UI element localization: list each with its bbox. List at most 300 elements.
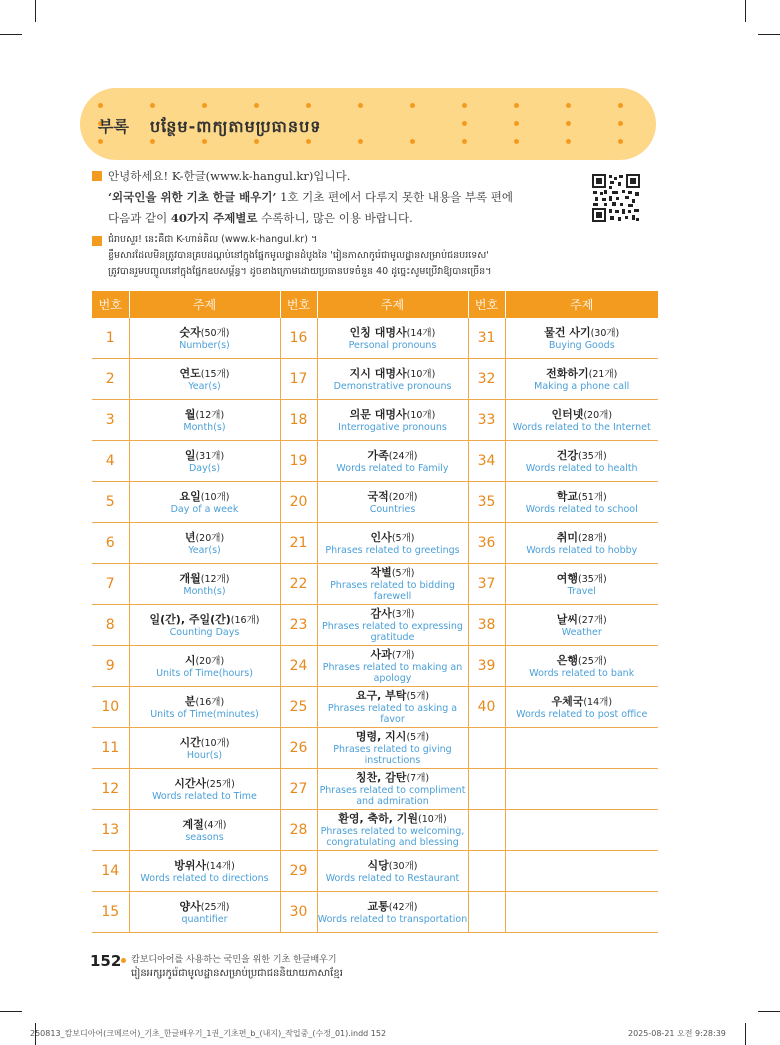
topic-ko bbox=[318, 607, 468, 621]
topic-en: Words related to school bbox=[525, 503, 638, 515]
topic-en: Units of Time(hours) bbox=[156, 667, 253, 679]
topic-cell bbox=[317, 400, 468, 441]
appendix-title: បន្ថែម-ពាក្យតាមប្រធានបទ bbox=[150, 117, 322, 136]
topic-ko-name: 인칭 대명사 bbox=[349, 325, 407, 339]
topic-cell bbox=[505, 564, 658, 605]
topic-count: (35개) bbox=[578, 573, 607, 585]
topic-cell bbox=[505, 810, 658, 851]
topic-number bbox=[468, 892, 505, 933]
topic-ko bbox=[506, 449, 659, 463]
topic-count: (16개) bbox=[230, 614, 260, 626]
topic-ko bbox=[130, 900, 280, 914]
topic-number: 25 bbox=[280, 687, 317, 728]
table-row bbox=[92, 482, 658, 523]
topic-cell bbox=[317, 646, 468, 687]
topic-en: Words related to post office bbox=[516, 708, 648, 720]
topic-en: Words related to transportation bbox=[317, 913, 468, 925]
banner-dot bbox=[410, 139, 415, 144]
topic-count: (51개) bbox=[578, 491, 607, 503]
topic-ko-name: 숫자 bbox=[179, 325, 201, 339]
topic-cell bbox=[505, 523, 658, 564]
banner-dot bbox=[618, 103, 623, 108]
table-row bbox=[92, 605, 658, 646]
topic-ko-name: 일(간), 주일(간) bbox=[149, 612, 231, 626]
topic-count: (20개) bbox=[583, 409, 613, 421]
topic-en: Counting Days bbox=[169, 626, 240, 638]
topic-count: (20개) bbox=[195, 532, 225, 544]
topic-cell bbox=[129, 646, 280, 687]
topic-ko bbox=[318, 566, 468, 580]
header-topic: 주제 bbox=[129, 291, 280, 318]
topic-en: Demonstrative pronouns bbox=[333, 380, 452, 392]
topic-count: (21개) bbox=[588, 368, 618, 380]
topic-count: (10개) bbox=[406, 368, 436, 380]
topic-ko bbox=[318, 812, 468, 826]
topic-number: 39 bbox=[468, 646, 505, 687]
topic-ko-name: 계절 bbox=[182, 817, 204, 831]
topic-cell bbox=[505, 605, 658, 646]
topic-count: (31개) bbox=[195, 450, 225, 462]
topic-ko-name: 월 bbox=[184, 407, 196, 421]
topic-en: Words related to directions bbox=[140, 872, 269, 884]
crop-mark bbox=[0, 34, 22, 35]
topic-number: 15 bbox=[92, 892, 129, 933]
topic-count: (20개) bbox=[388, 491, 418, 503]
banner-dot bbox=[254, 103, 259, 108]
crop-mark bbox=[758, 1011, 780, 1012]
topic-en: Phrases related to giving instructions bbox=[333, 744, 452, 766]
topic-number: 27 bbox=[280, 769, 317, 810]
topic-cell bbox=[505, 441, 658, 482]
topic-ko-name: 인터넷 bbox=[551, 407, 584, 421]
topic-ko bbox=[318, 326, 468, 340]
topic-en: Personal pronouns bbox=[348, 339, 437, 351]
topic-ko-name: 요일 bbox=[179, 489, 201, 503]
banner-dot bbox=[514, 103, 519, 108]
topic-ko-name: 시간사 bbox=[174, 776, 207, 790]
topic-cell bbox=[505, 400, 658, 441]
topic-number: 28 bbox=[280, 810, 317, 851]
topic-number: 4 bbox=[92, 441, 129, 482]
topic-ko bbox=[318, 689, 468, 703]
topic-count: (3개) bbox=[391, 609, 415, 620]
topic-number: 22 bbox=[280, 564, 317, 605]
topic-count: (14개) bbox=[206, 860, 235, 872]
topic-ko bbox=[130, 859, 280, 873]
page-number-dot bbox=[121, 958, 126, 963]
topic-en: Words related to hobby bbox=[526, 544, 638, 556]
topic-count: (20개) bbox=[195, 655, 225, 667]
topic-ko bbox=[130, 572, 280, 586]
topic-ko-name: 지시 대명사 bbox=[349, 366, 407, 380]
header-number: 번호 bbox=[92, 291, 129, 318]
topic-ko-name: 물건 사기 bbox=[544, 325, 591, 339]
intro-ko-line2-rest: 1호 기초 편에서 다루지 못한 내용을 부록 편에 bbox=[276, 190, 513, 204]
topic-count: (28개) bbox=[578, 532, 607, 544]
topic-ko-name: 감사 bbox=[370, 607, 392, 620]
topic-count: (25개) bbox=[200, 901, 230, 913]
qr-code-icon bbox=[592, 174, 640, 222]
topic-ko-name: 학교 bbox=[556, 489, 579, 503]
topic-cell bbox=[505, 892, 658, 933]
topic-count: (10개) bbox=[200, 737, 230, 749]
topic-ko-name: 우체국 bbox=[551, 694, 584, 708]
crop-mark bbox=[35, 0, 36, 22]
topic-count: (14개) bbox=[583, 696, 613, 708]
topic-cell bbox=[317, 482, 468, 523]
topic-number: 3 bbox=[92, 400, 129, 441]
topic-ko bbox=[130, 695, 280, 709]
topic-cell bbox=[317, 851, 468, 892]
topic-en: Words related to the Internet bbox=[512, 421, 651, 433]
topic-cell bbox=[129, 482, 280, 523]
topic-count: (5개) bbox=[406, 691, 430, 702]
topic-ko-name: 양사 bbox=[179, 899, 201, 913]
topic-ko bbox=[318, 900, 468, 914]
topic-ko-name: 교통 bbox=[367, 899, 389, 913]
topic-ko bbox=[130, 490, 280, 504]
topic-count: (25개) bbox=[206, 778, 235, 790]
topic-cell bbox=[129, 769, 280, 810]
topic-cell bbox=[129, 359, 280, 400]
topic-count: (25개) bbox=[578, 655, 607, 667]
topic-ko-name: 건강 bbox=[556, 448, 579, 462]
topic-en: Travel bbox=[567, 585, 596, 597]
topic-ko bbox=[506, 367, 659, 381]
topic-ko-name: 개월 bbox=[179, 571, 201, 585]
topic-cell bbox=[129, 318, 280, 359]
topic-count: (16개) bbox=[195, 696, 225, 708]
topic-ko bbox=[130, 449, 280, 463]
header-topic: 주제 bbox=[317, 291, 468, 318]
topic-cell bbox=[129, 523, 280, 564]
topic-en: Day of a week bbox=[170, 503, 239, 515]
intro-km-line1: ជំរាបសួរ! នេះគឺជា K-ហាន់គិល (www.k-hangul.kr) ។ bbox=[108, 234, 318, 245]
table-header-row bbox=[92, 291, 658, 318]
topic-en: quantifier bbox=[181, 913, 228, 925]
topic-number: 7 bbox=[92, 564, 129, 605]
topic-number: 20 bbox=[280, 482, 317, 523]
topic-ko-name: 전화하기 bbox=[546, 366, 589, 380]
bullet-square-km bbox=[92, 236, 102, 246]
topic-en: Phrases related to asking a favor bbox=[327, 703, 458, 725]
banner-dot bbox=[202, 103, 207, 108]
topic-ko-name: 시간 bbox=[179, 735, 201, 749]
print-slug-file: 250813_캄보디아어(크메르어)_기초_한글배우기_1권_기초편_b_(내지)_작업중_(수정_01).indd 152 bbox=[30, 1029, 387, 1038]
topic-count: (27개) bbox=[578, 614, 607, 626]
appendix-label: 부록 bbox=[98, 117, 129, 136]
table-row bbox=[92, 400, 658, 441]
topic-ko-name: 가족 bbox=[367, 448, 389, 462]
topic-number: 29 bbox=[280, 851, 317, 892]
topic-ko bbox=[506, 490, 659, 504]
intro-km-line2: ខ្លឹមសារដែលមិនត្រូវបានគ្របដណ្តប់នៅក្នុងផ្នែកមូលដ្ឋានដំបូងនៃ 'រៀនភាសាកូរ៉េជាមូលដ្ឋានសម្រាប់ជនបរទេស' bbox=[108, 250, 489, 261]
topic-cell bbox=[317, 564, 468, 605]
topic-en: Phrases related to welcoming, congratulating and blessing bbox=[320, 826, 465, 848]
table-row bbox=[92, 359, 658, 400]
topic-ko bbox=[506, 654, 659, 668]
banner-dot bbox=[462, 121, 467, 126]
topic-ko-name: 분 bbox=[184, 694, 196, 708]
topic-en: Words related to Family bbox=[336, 462, 449, 474]
topic-ko bbox=[130, 777, 280, 791]
topic-number: 2 bbox=[92, 359, 129, 400]
topic-ko-name: 칭찬, 감탄 bbox=[355, 771, 407, 784]
banner-dot bbox=[566, 103, 571, 108]
topic-number: 35 bbox=[468, 482, 505, 523]
topic-count: (50개) bbox=[200, 327, 230, 339]
footer-book-title-ko: 캄보디아어를 사용하는 국민을 위한 기초 한글배우기 bbox=[131, 955, 337, 965]
topic-number: 34 bbox=[468, 441, 505, 482]
topic-en: Interrogative pronouns bbox=[338, 421, 447, 433]
topic-ko bbox=[130, 326, 280, 340]
table-row bbox=[92, 728, 658, 769]
topic-ko-name: 년 bbox=[184, 530, 196, 544]
page-number: 152 bbox=[90, 952, 122, 970]
topic-ko bbox=[130, 367, 280, 381]
topic-en: Month(s) bbox=[183, 421, 226, 433]
table-row bbox=[92, 318, 658, 359]
topic-en: seasons bbox=[185, 831, 224, 843]
topic-cell bbox=[129, 687, 280, 728]
topic-en: Words related to health bbox=[525, 462, 638, 474]
topic-ko bbox=[130, 408, 280, 422]
topic-cell bbox=[317, 605, 468, 646]
topic-ko bbox=[506, 572, 659, 586]
crop-mark bbox=[0, 1011, 22, 1012]
topic-ko bbox=[506, 326, 659, 340]
topic-ko-name: 날씨 bbox=[556, 612, 579, 626]
banner-dot bbox=[514, 139, 519, 144]
topic-cell bbox=[317, 687, 468, 728]
topic-cell bbox=[129, 441, 280, 482]
topic-ko-name: 방위사 bbox=[174, 858, 207, 872]
topic-ko bbox=[130, 736, 280, 750]
topic-en: Phrases related to bidding farewell bbox=[330, 580, 455, 602]
topics-table bbox=[92, 291, 658, 933]
table-row bbox=[92, 892, 658, 933]
topic-number: 37 bbox=[468, 564, 505, 605]
topic-en: Month(s) bbox=[183, 585, 226, 597]
topic-ko bbox=[506, 695, 659, 709]
topic-number: 32 bbox=[468, 359, 505, 400]
topic-count: (42개) bbox=[388, 901, 418, 913]
topic-ko-name: 사과 bbox=[370, 648, 392, 661]
topic-count: (4개) bbox=[203, 819, 227, 831]
topic-number: 36 bbox=[468, 523, 505, 564]
crop-mark bbox=[745, 1023, 746, 1045]
topic-number: 40 bbox=[468, 687, 505, 728]
topic-cell bbox=[317, 892, 468, 933]
banner-dot bbox=[514, 121, 519, 126]
topic-number: 5 bbox=[92, 482, 129, 523]
table-row bbox=[92, 523, 658, 564]
header-topic: 주제 bbox=[505, 291, 658, 318]
topic-number: 6 bbox=[92, 523, 129, 564]
topic-cell bbox=[129, 564, 280, 605]
intro-km-line3: ត្រូវបានរួមបញ្ចូលនៅក្នុងផ្នែកឧបសម្ព័ន្ធ។ ដូចខាងក្រោមដោយប្រធានបទចំនួន 40 ដូច្នេះសូមប្រើវាឱ្យបានច្រើន។ bbox=[108, 266, 492, 277]
banner-dot bbox=[566, 121, 571, 126]
topic-count: (30개) bbox=[388, 860, 418, 872]
topic-number: 13 bbox=[92, 810, 129, 851]
intro-ko-line3 bbox=[108, 210, 413, 226]
topic-cell bbox=[129, 605, 280, 646]
table-row bbox=[92, 687, 658, 728]
topic-ko bbox=[506, 531, 659, 545]
topic-cell bbox=[505, 769, 658, 810]
topic-ko bbox=[506, 613, 659, 627]
table-row bbox=[92, 441, 658, 482]
page-title bbox=[98, 114, 321, 140]
topic-count: (10개) bbox=[406, 409, 436, 421]
topic-en: Year(s) bbox=[188, 544, 221, 556]
topic-en: Phrases related to greetings bbox=[325, 544, 460, 556]
topic-number: 30 bbox=[280, 892, 317, 933]
topic-cell bbox=[317, 318, 468, 359]
topic-ko-name: 일 bbox=[184, 448, 196, 462]
banner-dot bbox=[98, 103, 103, 108]
topic-ko-name: 여행 bbox=[556, 571, 579, 585]
topic-ko-name: 국적 bbox=[367, 489, 389, 503]
topic-cell bbox=[505, 646, 658, 687]
topic-ko bbox=[506, 408, 659, 422]
topic-ko bbox=[318, 367, 468, 381]
topic-count: (12개) bbox=[195, 409, 225, 421]
topic-number: 8 bbox=[92, 605, 129, 646]
intro-ko-line2 bbox=[108, 189, 513, 205]
banner-dot bbox=[462, 103, 467, 108]
topic-number: 10 bbox=[92, 687, 129, 728]
table-row bbox=[92, 769, 658, 810]
topic-en: Hour(s) bbox=[186, 749, 223, 761]
topic-ko-name: 작별 bbox=[370, 566, 392, 579]
topic-count: (35개) bbox=[578, 450, 607, 462]
intro-book-name: ‘외국인을 위한 기초 한글 배우기’ bbox=[108, 190, 277, 204]
topic-count: (5개) bbox=[391, 532, 415, 544]
topic-cell bbox=[129, 810, 280, 851]
topic-ko bbox=[318, 771, 468, 785]
topic-count: (5개) bbox=[391, 568, 415, 579]
topic-ko-name: 시 bbox=[184, 653, 196, 667]
banner-dot bbox=[150, 103, 155, 108]
topic-ko-name: 요구, 부탁 bbox=[355, 689, 407, 702]
topic-cell bbox=[317, 728, 468, 769]
topic-cell bbox=[505, 359, 658, 400]
topic-number: 12 bbox=[92, 769, 129, 810]
topic-number: 18 bbox=[280, 400, 317, 441]
topic-en: Year(s) bbox=[188, 380, 221, 392]
topic-en: Countries bbox=[369, 503, 416, 515]
topic-number: 23 bbox=[280, 605, 317, 646]
topic-number bbox=[468, 851, 505, 892]
topic-ko-name: 의문 대명사 bbox=[349, 407, 407, 421]
intro-topic-count: 40가지 주제별로 bbox=[170, 211, 258, 225]
topic-cell bbox=[505, 318, 658, 359]
print-slug-date: 2025-08-21 오전 9:28:39 bbox=[628, 1029, 726, 1038]
topic-number: 21 bbox=[280, 523, 317, 564]
topic-ko-name: 연도 bbox=[179, 366, 201, 380]
header-number: 번호 bbox=[280, 291, 317, 318]
topic-ko-name: 은행 bbox=[556, 653, 579, 667]
table-row bbox=[92, 810, 658, 851]
topic-number bbox=[468, 728, 505, 769]
topic-en: Buying Goods bbox=[548, 339, 615, 351]
topic-cell bbox=[317, 810, 468, 851]
topic-ko bbox=[130, 531, 280, 545]
topic-cell bbox=[317, 523, 468, 564]
intro-ko-line3-rest: 수록하니, 많은 이용 바랍니다. bbox=[257, 211, 413, 225]
topic-ko-name: 인사 bbox=[370, 530, 392, 544]
topic-ko bbox=[130, 654, 280, 668]
topic-number: 9 bbox=[92, 646, 129, 687]
topic-count: (10개) bbox=[418, 814, 447, 825]
topic-cell bbox=[505, 851, 658, 892]
topic-ko bbox=[318, 730, 468, 744]
topic-ko bbox=[318, 531, 468, 545]
topic-en: Units of Time(minutes) bbox=[150, 708, 259, 720]
banner-dot bbox=[566, 139, 571, 144]
topic-count: (30개) bbox=[590, 327, 620, 339]
topic-ko-name: 식당 bbox=[367, 858, 389, 872]
topic-count: (7개) bbox=[406, 773, 430, 784]
topic-en: Words related to Time bbox=[152, 790, 257, 802]
topic-ko bbox=[130, 613, 280, 627]
topic-en: Day(s) bbox=[188, 462, 221, 474]
bullet-square-ko bbox=[92, 171, 102, 181]
topic-number: 14 bbox=[92, 851, 129, 892]
topic-ko bbox=[318, 449, 468, 463]
topic-en: Phrases related to compliment and admiration bbox=[319, 785, 466, 807]
intro-ko-line1: 안녕하세요! K-한글(www.k-hangul.kr)입니다. bbox=[108, 169, 351, 183]
topic-ko-name: 명령, 지시 bbox=[355, 730, 407, 743]
topic-cell bbox=[317, 441, 468, 482]
topic-ko bbox=[318, 859, 468, 873]
topic-count: (15개) bbox=[200, 368, 230, 380]
topic-en: Weather bbox=[561, 626, 602, 638]
table-row bbox=[92, 646, 658, 687]
intro-ko-line3-pre: 다음과 같이 bbox=[108, 211, 171, 225]
topic-number: 16 bbox=[280, 318, 317, 359]
topic-cell bbox=[317, 769, 468, 810]
topic-ko-name: 취미 bbox=[556, 530, 579, 544]
topic-ko bbox=[318, 490, 468, 504]
topic-ko bbox=[130, 818, 280, 832]
topic-en: Words related to bank bbox=[529, 667, 635, 679]
header-number: 번호 bbox=[468, 291, 505, 318]
topic-number: 31 bbox=[468, 318, 505, 359]
topic-number: 1 bbox=[92, 318, 129, 359]
banner-dot bbox=[410, 103, 415, 108]
topic-cell bbox=[505, 687, 658, 728]
topic-ko-name: 환영, 축하, 기원 bbox=[338, 812, 419, 825]
topic-number: 38 bbox=[468, 605, 505, 646]
topic-cell bbox=[317, 359, 468, 400]
banner-dot bbox=[618, 121, 623, 126]
topic-number bbox=[468, 769, 505, 810]
table-row bbox=[92, 851, 658, 892]
topic-en: Number(s) bbox=[179, 339, 230, 351]
topic-count: (7개) bbox=[391, 650, 415, 661]
topic-count: (5개) bbox=[406, 732, 430, 743]
crop-mark bbox=[758, 34, 780, 35]
topic-number: 17 bbox=[280, 359, 317, 400]
topic-ko bbox=[318, 648, 468, 662]
topic-cell bbox=[129, 400, 280, 441]
topic-en: Making a phone call bbox=[534, 380, 630, 392]
topic-count: (14개) bbox=[406, 327, 436, 339]
topic-cell bbox=[505, 482, 658, 523]
topic-number: 11 bbox=[92, 728, 129, 769]
